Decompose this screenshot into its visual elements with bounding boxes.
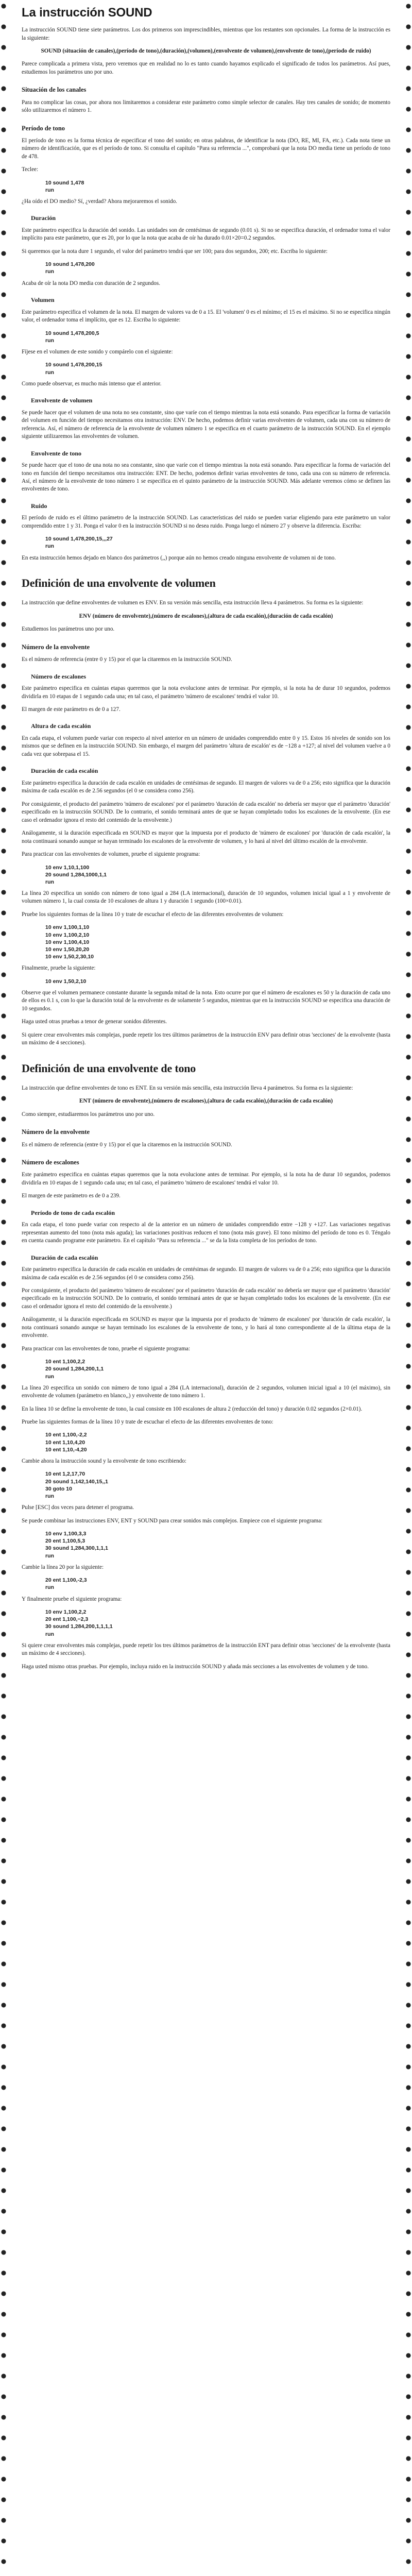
tractor-feed-left — [0, 0, 7, 2576]
code-line: 20 sound 1,284,200,1,1 — [45, 1366, 104, 1372]
paragraph-volumen: Este parámetro especifica el volumen de la nota. El margen de valores va de 0 a 15. El 'volumen' 0 es el mínimo; el 15 es el máximo. Si no se especifica ningún valor, el ordenador toma el implícito, que es 12. Escriba lo siguiente: — [22, 309, 390, 324]
paragraph-ruido-2: En esta instrucción hemos dejado en blanco dos parámetros (,,) porque aún no hemos creado ninguna envolvente de volumen ni de tono. — [22, 554, 336, 561]
paragraph-duracion-escalon-6: Por consiguiente, el producto del parámetro 'número de escalones' por el parámetro 'duración de cada escalón' no debería ser mayor que el parámetro 'duración' especificado en la instrucción SOUND. De lo contrario, el sonido terminará antes de que se hayan completado todos los escalones de la envolvente. (En ese caso el ordenador ignora el resto del contenido de la envolvente.) — [22, 1287, 390, 1310]
paragraph-envolvente-tono: Se puede hacer que el tono de una nota no sea constante, sino que varíe con el tiempo mientras la nota está sonando. Para especificar la forma de variación del tono en función del tiempo necesitamos otra instrucción: ENT. De hecho, podemos definir varias envolventes de tono, cada una con su número de referencia. Así, el número de la envolvente de tono número 1 se especifica en el quinto parámetro de la instrucción SOUND. Más adelante veremos cómo se definen las envolventes de tono. — [22, 462, 390, 493]
chapter-title-ent: Definición de una envolvente de tono — [22, 1061, 196, 1075]
paragraph-duracion-escalon-4: Para practicar con las envolventes de volumen, pruebe el siguiente programa: — [22, 851, 200, 858]
section-heading-duracion: Duración — [31, 214, 56, 222]
paragraph-programa-2: Pruebe los siguientes formas de la línea 10 y trate de escuchar el efecto de las diferentes envolventes de volumen: — [22, 911, 284, 918]
code-line: 10 sound 1,478,200,5 — [45, 330, 99, 336]
section-heading-numero-escalones-2: Número de escalones — [22, 1159, 79, 1166]
section-heading-ruido: Ruido — [31, 502, 47, 510]
paragraph-duracion-escalon-2: Por consiguiente, el producto del parámetro 'número de escalones' por el parámetro 'duración de cada escalón' no debería ser mayor que el parámetro 'duración' especificado en la instrucción SOUND. De lo contrario, el sonido terminará antes de que se hayan completado todos los escalones de la envolvente. (En ese caso el ordenador ignora el resto del contenido de la envolvente.) — [22, 801, 390, 823]
code-block-9 — [45, 1358, 390, 1380]
paragraph-def: La instrucción que define envolventes de volumen es ENV. En su versión más sencilla, esta instrucción lleva 4 parámetros. Su forma es la siguiente: — [22, 600, 364, 606]
code-line: 10 env 1,100,2,2 — [45, 1608, 87, 1615]
paragraph-programa-3: La línea 20 especifica un sonido con número de tono igual a 284 (LA internacional), duración de 2 segundos, volumen inicial igual a 10 (el máximo), sin envolvente de volumen (parámetro en blanco,,) y envolvente de tono número 1. — [22, 1384, 390, 1399]
paragraph-periodo-escalon: En cada etapa, el tono puede variar con respecto al de la anterior en un número de unidades comprendido entre −128 y +127. Las variaciones negativas representan aumento del tono (nota más aguda); las variaciones positivas reducen el tono (nota más grave). El tono mínimo del período de tono es 0. Téngalo en cuenta cuando programe este parámetro. En el capítulo "Para su referencia ..." se da la lista completa de los períodos de tono. — [22, 1222, 390, 1244]
paragraph-volumen-2: Fíjese en el volumen de este sonido y compárelo con el siguiente: — [22, 348, 173, 355]
code-line: 10 ent 1,10,-4,20 — [45, 1446, 87, 1453]
paragraph-periodo: El período de tono es la forma técnica de especificar el tono del sonido; en otras palabras, de identificar la nota (DO, RE, MI, FA, etc.). Cada nota tiene un número de identificación, que es el período de tono. Si consulta el capítulo "Para su referencia ...", comprobará que la nota DO media tiene un período de tono de 478. — [22, 137, 390, 160]
code-line: run — [45, 187, 54, 193]
section-heading-volumen: Volumen — [31, 296, 55, 304]
paragraph-finalmente: Finalmente, pruebe la siguiente: — [22, 965, 96, 972]
code-line: 10 env 1,50,2,10 — [45, 978, 87, 985]
paragraph-def-2: Estudiemos los parámetros uno por uno. — [22, 626, 115, 633]
code-line: 10 ent 1,2,17,70 — [45, 1471, 85, 1478]
section-heading-altura: Altura de cada escalón — [31, 722, 91, 730]
sound-syntax: SOUND (situación de canales),(período de tono),(duración),(volumen),(envolvente de volumen),(envolvente de tono),(período de ruido) — [41, 48, 371, 55]
paragraph-duracion-3: Acaba de oír la nota DO media con duración de 2 segundos. — [22, 280, 161, 286]
paragraph-numero-envolvente-2: Es el número de referencia (entre 0 y 15) por el que la citaremos en la instrucción SOUND. — [22, 1141, 232, 1148]
code-block-5 — [45, 535, 390, 550]
code-line: 20 ent 1,100,-2,3 — [45, 1577, 87, 1584]
code-line: run — [45, 1493, 54, 1499]
paragraph-duracion-escalon: Este parámetro especifica la duración de cada escalón en unidades de centésimas de segundo. El margen de valores va de 0 a 256; esto significa que la duración máxima de cada escalón es de 2.56 segundos (el 0 se considera como 256). — [22, 779, 390, 794]
paragraph-ent: La instrucción que define envolventes de tono es ENT. En su versión más sencilla, esta instrucción lleva 4 parámetros. Su forma es la siguiente: — [22, 1084, 353, 1091]
section-heading-periodo-escalon: Período de tono de cada escalón — [31, 1209, 115, 1216]
code-block-7 — [45, 924, 390, 960]
paragraph-ent-2: Como siempre, estudiaremos los parámetros uno por uno. — [22, 1111, 155, 1117]
code-line: run — [45, 369, 54, 376]
code-line: 10 env 1,100,4,10 — [45, 939, 90, 945]
code-block-1 — [45, 179, 390, 194]
code-line: 10 sound 1,478,200,15 — [45, 362, 102, 368]
code-line: run — [45, 878, 54, 885]
intro-paragraph-2: Parece complicada a primera vista, pero veremos que en realidad no lo es tanto cuando hayamos explicado el significado de todos los parámetros. Así pues, estudiemos los parámetros uno por uno. — [22, 61, 390, 75]
paragraph-volumen-3: Como puede observar, es mucho más intenso que el anterior. — [22, 380, 162, 387]
code-line: 10 sound 1,478 — [45, 179, 84, 186]
page-title: La instrucción SOUND — [22, 6, 152, 20]
paragraph-numero-escalones-3: Este parámetro especifica en cuántas etapas queremos que la nota evolucione antes de terminar. Por ejemplo, si la nota ha de durar 10 segundos, podemos dividirla en 10 etapas de 1 segundo cada una; en tal caso, el parámetro 'número de escalones' tendrá el valor 10. — [22, 1172, 390, 1186]
env-syntax: ENV (número de envolvente),(número de escalones),(altura de cada escalón),(duración de cada escalón) — [79, 613, 333, 619]
paragraph-ultimo-2: Haga usted mismo otras pruebas. Por ejemplo, incluya ruido en la instrucción SOUND y añada más secciones a las envolventes de volumen y de tono. — [22, 1663, 369, 1670]
paragraph-numero-envolvente: Es el número de referencia (entre 0 y 15) por el que la citaremos en la instrucción SOUND. — [22, 656, 232, 663]
code-block-3 — [45, 330, 390, 344]
code-line: 10 env 1,50,20,20 — [45, 946, 90, 953]
code-line: 10 ent 1,100,2,2 — [45, 1359, 85, 1365]
paragraph-canales: Para no complicar las cosas, por ahora nos limitaremos a considerar este parámetro como simple selector de canales. Hay tres canales de sonido; de momento sólo utilizaremos el número 1. — [22, 99, 390, 114]
paragraph-haga: Haga usted otras pruebas a tenor de generar sonidos diferentes. — [22, 1019, 167, 1025]
paragraph-ha-oido: ¿Ha oído el DO medio? Sí, ¿verdad? Ahora mejoraremos el sonido. — [22, 198, 177, 205]
code-line: run — [45, 1552, 54, 1559]
code-line: 20 ent 1,100,−2,3 — [45, 1616, 89, 1623]
code-line: 20 sound 1,284,1000,1,1 — [45, 871, 107, 878]
manual-page — [22, 4, 390, 1676]
code-block-14 — [45, 1608, 390, 1638]
code-line: 10 env 1,10,1,100 — [45, 864, 90, 871]
code-block-8 — [45, 978, 390, 985]
paragraph-programa-4: En la línea 10 se define la envolvente de tono, la cual consiste en 100 escalones de altura 2 (reducción del tono) y duración 0.02 segundos (2×0.01). — [22, 1405, 363, 1412]
paragraph-duracion-escalon-5: Este parámetro especifica la duración de cada escalón en unidades de centésimas de segundo. El margen de valores va de 0 a 256; esto significa que la duración máxima de cada escalón es de 2.56 segundos (el 0 se considera como 256). — [22, 1266, 390, 1281]
paragraph-esc: Pulse [ESC] dos veces para detener el programa. — [22, 1504, 134, 1511]
code-line: 20 ent 1,100,5,3 — [45, 1538, 85, 1545]
paragraph-cambie: Cambie la línea 20 por la siguiente: — [22, 1564, 104, 1570]
paragraph-programa: La línea 20 especifica un sonido con número de tono igual a 284 (LA internacional), duración de 10 segundos, volumen inicial igual a 1 y envolvente de volumen número 1, la cual consta de 10 escalones de altura 1 y duración 1 segundo (100×0.01). — [22, 890, 390, 905]
section-heading-duracion-escalon: Duración de cada escalón — [31, 767, 98, 775]
paragraph-envolvente-volumen: Se puede hacer que el volumen de una nota no sea constante, sino que varíe con el tiempo mientras la nota está sonando. Para especificar la forma de variación del volumen en función del tiempo necesitamos otra instrucción: ENV. De hecho, podemos definir varias envolventes de volumen, cada una con su número de referencia. Así, el número de referencia de la envolvente de volumen número 1 se especifica en el cuarto parámetro de la instrucción SOUND. En el ejemplo siguiente utilizaremos las envolventes de volumen. — [22, 409, 390, 440]
paragraph-duracion-2: Si queremos que la nota dure 1 segundo, el valor del parámetro tendrá que ser 100; para dos segundos, 200; etc. Escriba lo siguiente: — [22, 248, 328, 255]
paragraph-finalmente-2: Y finalmente pruebe el siguiente programa: — [22, 1596, 122, 1602]
intro-paragraph: La instrucción SOUND tiene siete parámetros. Los dos primeros son imprescindibles, mientras que los restantes son opcionales. La forma de la instrucción es la siguiente: — [22, 27, 390, 41]
code-block-6 — [45, 864, 390, 886]
code-line: run — [45, 1631, 54, 1637]
code-block-10 — [45, 1431, 390, 1453]
section-heading-envolvente-tono: Envolvente de tono — [31, 449, 82, 457]
code-line: run — [45, 543, 54, 550]
paragraph-numero-escalones-4: El margen de este parámetro es de 0 a 239. — [22, 1193, 121, 1199]
section-heading-periodo: Período de tono — [22, 124, 65, 132]
paragraph-ultimo: Si quiere crear envolventes más complejas, puede repetir los tres últimos parámetros de la instrucción ENT para definir otras 'secciones' de la envolvente (hasta un máximo de 4 secciones). — [22, 1642, 390, 1657]
code-line: run — [45, 1373, 54, 1380]
code-line: 10 env 1,100,1,10 — [45, 924, 90, 931]
code-line: 10 env 1,100,2,10 — [45, 931, 90, 938]
code-line: 30 sound 1,284,300,1,1,1 — [45, 1545, 108, 1552]
paragraph-complejas: Si quiere crear envolventes más complejas, puede repetir los tres últimos parámetros de la instrucción ENV para definir otras 'secciones' de la envolvente (hasta un máximo de 4 secciones). — [22, 1031, 390, 1046]
paragraph-observe: Observe que el volumen permanece constante durante la segunda mitad de la nota. Esto ocurre por que el número de escalones es 50 y la duración de cada uno de ellos es 0.1 s, con lo que la duración total de la envolvente es de solamente 5 segundos, mientras que en la instrucción SOUND se especifica una duración de 10 segundos. — [22, 989, 390, 1012]
section-heading-envolvente-volumen: Envolvente de volumen — [31, 397, 93, 404]
code-line: 10 sound 1,478,200,15,,,27 — [45, 536, 113, 543]
code-line: run — [45, 337, 54, 344]
code-block-13 — [45, 1577, 390, 1591]
code-line: 10 sound 1,478,200 — [45, 261, 95, 268]
code-block-11 — [45, 1470, 390, 1500]
ent-syntax: ENT (número de envolvente),(número de escalones),(altura de cada escalón),(duración de cada escalón) — [79, 1098, 333, 1105]
section-heading-numero-envolvente: Número de la envolvente — [22, 643, 90, 651]
paragraph-programa-5: Pruebe las siguientes formas de la línea 10 y trate de escuchar el efecto de las diferentes envolventes de tono: — [22, 1419, 273, 1426]
paragraph-altura: En cada etapa, el volumen puede variar con respecto al nivel anterior en un número de unidades comprendido entre 0 y 15. Estos 16 niveles de sonido son los mismos que se definen en la instrucción SOUND. Sin embargo, el margen del parámetro 'altura de escalón' es de −128 a +127; al nivel del volumen vuelve a 0 cada vez que sobrepasa el 15. — [22, 735, 390, 757]
code-block-2 — [45, 261, 390, 275]
section-heading-numero-escalones: Número de escalones — [31, 672, 87, 680]
tractor-feed-right — [405, 0, 412, 2576]
code-block-12 — [45, 1530, 390, 1560]
paragraph-combinar: Se puede combinar las instrucciones ENV, ENT y SOUND para crear sonidos más complejos. Empiece con el siguiente programa: — [22, 1517, 323, 1524]
code-line: 10 ent 1,100,-2,2 — [45, 1432, 87, 1438]
code-line: 20 sound 1,142,140,15,,1 — [45, 1478, 108, 1485]
code-line: run — [45, 1584, 54, 1591]
code-line: 10 env 1,50,2,30,10 — [45, 954, 94, 960]
paragraph-teclee: Teclee: — [22, 166, 39, 173]
section-heading-canales: Situación de los canales — [22, 86, 87, 94]
paragraph-duracion-escalon-7: Análogamente, si la duración especificada en SOUND es mayor que la impuesta por el producto de 'número de escalones' por 'duración de cada escalón', la nota continuará sonando aunque se hayan terminado los escalones de la envolvente de tono, y lo hará al tono correspondiente al de la última etapa de la envolvente. — [22, 1316, 390, 1339]
code-line: 30 sound 1,284,200,1,1,1,1 — [45, 1623, 113, 1630]
code-line: run — [45, 268, 54, 275]
code-line: 10 env 1,100,3,3 — [45, 1531, 87, 1537]
code-line: 30 goto 10 — [45, 1485, 72, 1492]
paragraph-numero-escalones-2: El margen de este parámetro es de 0 a 127. — [22, 706, 121, 713]
paragraph-numero-escalones: Este parámetro especifica en cuántas etapas queremos que la nota evolucione antes de terminar. Por ejemplo, si la nota ha de durar 10 segundos, podemos dividirla en 10 etapas de 1 segundo cada una; en tal caso, el parámetro 'número de escalones' tendrá el valor 10. — [22, 685, 390, 700]
paragraph-programa-6: Cambie ahora la instrucción sound y la envolvente de tono escribiendo: — [22, 1458, 186, 1464]
paragraph-duracion-escalon-3: Análogamente, si la duración especificada en SOUND es mayor que la impuesta por el producto de 'número de escalones' por 'duración de cada escalón', la nota continuará sonando aunque se hayan terminado los escalones de la envolvente de volumen, y lo hará al nivel del último escalón de la envolvente. — [22, 830, 390, 844]
paragraph-ruido: El período de ruido es el último parámetro de la instrucción SOUND. Las características del ruido se pueden variar eligiendo para este parámetro un valor comprendido entre 1 y 31. Ponga el valor 0 en la instrucción SOUND si no desea ruido. Ponga luego el número 27 y observe la diferencia. Escriba: — [22, 515, 390, 529]
paragraph-duracion: Este parámetro especifica la duración del sonido. Las unidades son de centésimas de segundo (0.01 s). Si no se especifica duración, el ordenador toma el valor implícito para este parámetro, que es 20, por lo que la nota que acaba de oír ha durado 0.01×20=0.2 segundos. — [22, 227, 390, 242]
code-block-4 — [45, 361, 390, 376]
chapter-title-env: Definición de una envolvente de volumen — [22, 577, 216, 590]
section-heading-duracion-escalon-2: Duración de cada escalón — [31, 1253, 98, 1261]
section-heading-numero-envolvente-2: Número de la envolvente — [22, 1128, 90, 1136]
paragraph-duracion-escalon-8: Para practicar con las envolventes de tono, pruebe el siguiente programa: — [22, 1345, 191, 1352]
code-line: 10 ent 1,10,4,20 — [45, 1439, 85, 1446]
